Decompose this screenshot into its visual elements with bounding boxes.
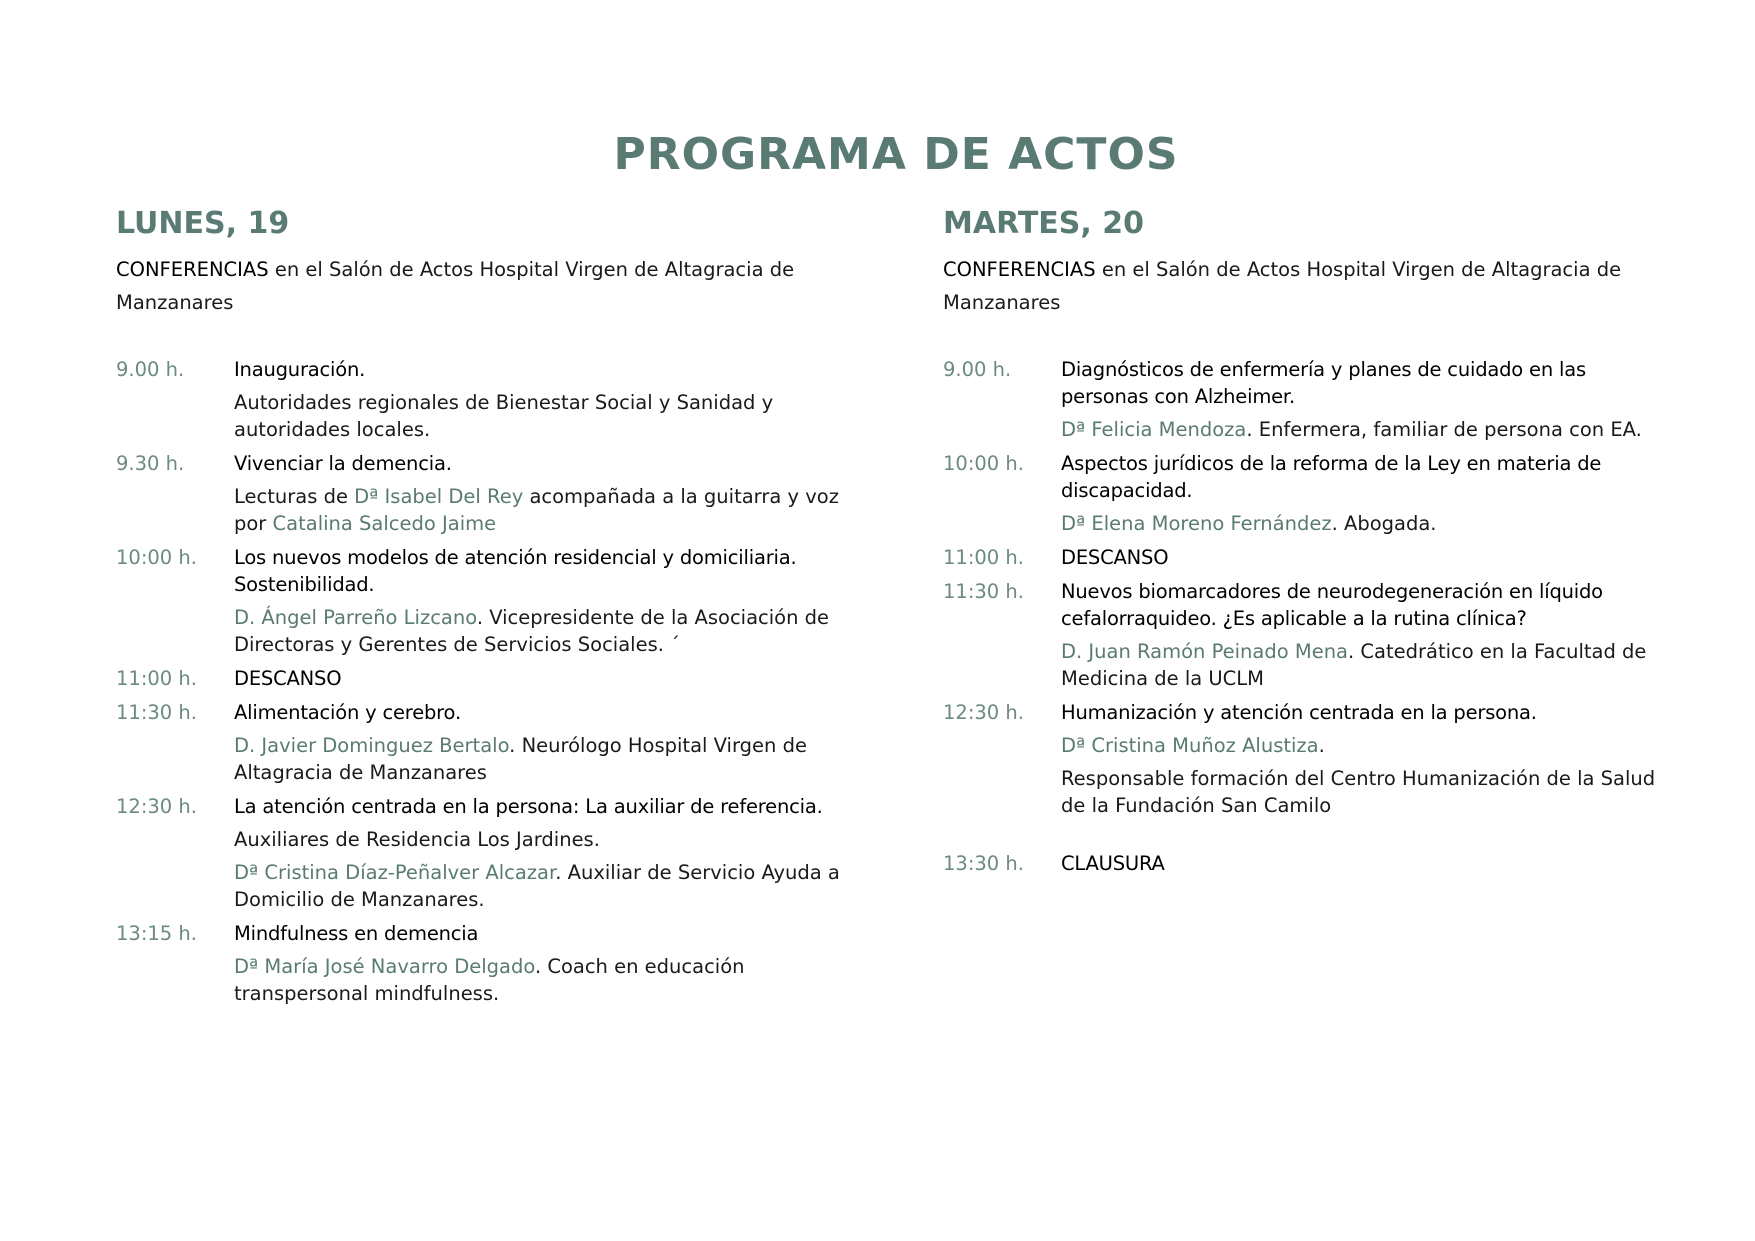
detail-text: . — [1318, 734, 1325, 757]
event-title: Diagnósticos de enfermería y planes de cuidado en las personas con Alzheimer. — [1061, 358, 1586, 408]
schedule-row — [943, 450, 1678, 537]
schedule-row — [943, 699, 1678, 819]
event-detail — [1061, 416, 1678, 443]
detail-text: acompañada a la guitarra y voz por — [234, 485, 839, 535]
event-body — [1061, 450, 1678, 537]
event-title: CLAUSURA — [1061, 852, 1165, 875]
speaker-name: Dª Elena Moreno Fernández — [1061, 512, 1332, 535]
event-title: Alimentación y cerebro. — [234, 701, 461, 724]
event-time: 9.00 h. — [116, 358, 185, 381]
schedule — [943, 356, 1678, 884]
event-detail — [1061, 510, 1678, 537]
schedule-row — [943, 850, 1678, 877]
event-detail — [234, 826, 851, 853]
day-title: MARTES, 20 — [943, 206, 1144, 241]
detail-text: Responsable formación del Centro Humanización de la Salud de la Fundación San Camilo — [1061, 767, 1656, 817]
speaker-name: D. Juan Ramón Peinado Mena — [1061, 640, 1349, 663]
event-time: 11:00 h. — [943, 546, 1024, 569]
event-detail — [234, 483, 851, 537]
detail-text: Lecturas de — [234, 485, 355, 508]
detail-text: . Abogada. — [1331, 512, 1437, 535]
event-title: Vivenciar la demencia. — [234, 452, 452, 475]
event-title: Inauguración. — [234, 358, 366, 381]
schedule-row — [116, 544, 851, 658]
day-intro — [943, 253, 1663, 319]
detail-text: . Auxiliar de Servicio Ayuda a Domicilio de Manzanares. — [234, 861, 840, 911]
event-title: La atención centrada en la persona: La auxiliar de referencia. — [234, 795, 823, 818]
speaker-name: D. Javier Dominguez Bertalo — [234, 734, 510, 757]
event-body — [234, 544, 851, 658]
detail-text: . Neurólogo Hospital Virgen de Altagracia de Manzanares — [234, 734, 807, 784]
intro-keyword: CONFERENCIAS — [943, 258, 1096, 281]
event-title: DESCANSO — [1061, 546, 1169, 569]
page-title: PROGRAMA DE ACTOS — [613, 129, 1179, 180]
speaker-name: Dª Cristina Díaz-Peñalver Alcazar — [234, 861, 556, 884]
schedule — [116, 356, 851, 1014]
detail-text: Auxiliares de Residencia Los Jardines. — [234, 828, 600, 851]
event-time: 13:15 h. — [116, 922, 197, 945]
event-title: Humanización y atención centrada en la persona. — [1061, 701, 1537, 724]
detail-text: . Catedrático en la Facultad de Medicina de la UCLM — [1061, 640, 1647, 690]
schedule-row — [116, 920, 851, 1007]
day-title: LUNES, 19 — [116, 206, 290, 241]
schedule-row — [116, 356, 851, 443]
event-body — [234, 699, 851, 786]
event-body — [234, 793, 851, 913]
event-detail — [234, 389, 851, 443]
schedule-row — [116, 450, 851, 537]
schedule-row — [943, 578, 1678, 692]
event-body — [1061, 850, 1678, 877]
event-body — [1061, 544, 1678, 571]
intro-text: en el Salón de Actos Hospital Virgen de Altagracia de Manzanares — [116, 258, 795, 314]
event-detail — [1061, 638, 1678, 692]
event-body — [234, 665, 851, 692]
event-time: 9.30 h. — [116, 452, 185, 475]
speaker-name: Catalina Salcedo Jaime — [272, 512, 497, 535]
intro-text: en el Salón de Actos Hospital Virgen de Altagracia de Manzanares — [943, 258, 1622, 314]
event-time: 12:30 h. — [943, 701, 1024, 724]
event-body — [1061, 356, 1678, 443]
event-time: 13:30 h. — [943, 852, 1024, 875]
event-title: Nuevos biomarcadores de neurodegeneración en líquido cefalorraquideo. ¿Es aplicable a la rutina clínica? — [1061, 580, 1603, 630]
event-title: Mindfulness en demencia — [234, 922, 479, 945]
schedule-row — [116, 699, 851, 786]
speaker-name: Dª María José Navarro Delgado — [234, 955, 535, 978]
schedule-row — [116, 665, 851, 692]
event-time: 10:00 h. — [116, 546, 197, 569]
event-detail — [234, 953, 851, 1007]
speaker-name: D. Ángel Parreño Lizcano — [234, 606, 477, 629]
event-time: 11:30 h. — [116, 701, 197, 724]
detail-text: . Vicepresidente de la Asociación de Directoras y Gerentes de Servicios Sociales. ´ — [234, 606, 830, 656]
schedule-row — [943, 544, 1678, 571]
speaker-name: Dª Felicia Mendoza — [1061, 418, 1247, 441]
detail-text: . Enfermera, familiar de persona con EA. — [1246, 418, 1642, 441]
event-title: Aspectos jurídicos de la reforma de la Ley en materia de discapacidad. — [1061, 452, 1602, 502]
event-title: DESCANSO — [234, 667, 342, 690]
event-time: 9.00 h. — [943, 358, 1012, 381]
event-body — [234, 356, 851, 443]
event-body — [1061, 578, 1678, 692]
event-body — [1061, 699, 1678, 819]
event-detail — [234, 859, 851, 913]
event-detail — [1061, 765, 1678, 819]
event-time: 10:00 h. — [943, 452, 1024, 475]
schedule-row — [116, 793, 851, 913]
speaker-name: Dª Isabel Del Rey — [354, 485, 524, 508]
event-time: 12:30 h. — [116, 795, 197, 818]
event-time: 11:00 h. — [116, 667, 197, 690]
detail-text: Autoridades regionales de Bienestar Social y Sanidad y autoridades locales. — [234, 391, 774, 441]
detail-text: . Coach en educación transpersonal mindfulness. — [234, 955, 745, 1005]
event-time: 11:30 h. — [943, 580, 1024, 603]
event-detail — [1061, 732, 1678, 759]
event-detail — [234, 732, 851, 786]
intro-keyword: CONFERENCIAS — [116, 258, 269, 281]
event-body — [234, 450, 851, 537]
speaker-name: Dª Cristina Muñoz Alustiza — [1061, 734, 1319, 757]
spacer — [943, 826, 1678, 850]
day-intro — [116, 253, 836, 319]
event-title: Los nuevos modelos de atención residencial y domiciliaria. Sostenibilidad. — [234, 546, 797, 596]
event-detail — [234, 604, 851, 658]
event-body — [234, 920, 851, 1007]
schedule-row — [943, 356, 1678, 443]
